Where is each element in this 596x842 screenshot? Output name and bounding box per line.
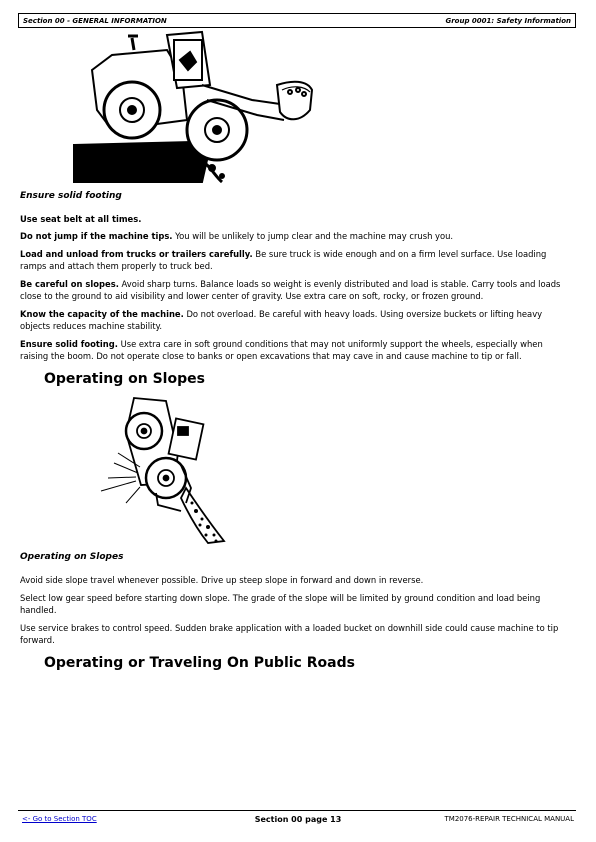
paragraph-solid-footing	[20, 339, 572, 362]
paragraph-lead: Use seat belt at all times.	[20, 214, 142, 224]
footer-manual-title: TM2076-REPAIR TECHNICAL MANUAL	[444, 815, 574, 823]
paragraph-lead: Be careful on slopes.	[20, 279, 119, 289]
paragraph-lead: Know the capacity of the machine.	[20, 309, 184, 319]
figure-caption-footing: Ensure solid footing	[20, 191, 122, 201]
paragraph-lead: Ensure solid footing.	[20, 339, 118, 349]
paragraph-do-not-jump	[20, 231, 572, 243]
paragraph-body: Use extra care in soft ground conditions that may not uniformly support the wheels, especially when raising the boom. Do not operate close to banks or open excavations that may cave in and cause machine to tip or fall.	[20, 339, 543, 361]
slope-paragraph-1: Avoid side slope travel whenever possible. Drive up steep slope in forward and down in reverse.	[20, 575, 424, 585]
paragraph-body: Do not overload. Be careful with heavy loads. Using oversize buckets or lifting heavy objects reduces machine stability.	[20, 309, 543, 331]
paragraph-body: Avoid sharp turns. Balance loads so weight is evenly distributed and load is stable. Carry tools and loads close to the ground to aid visibility and lower center of gravity. Use extra care on soft, rocky, or frozen ground.	[20, 279, 561, 301]
loader-tipping-illustration	[72, 30, 322, 185]
footer-page-number: Section 00 page 13	[254, 815, 342, 824]
slope-paragraph-2: Select low gear speed before starting down slope. The grade of the slope will be limited by ground condition and load being handled.	[20, 593, 541, 615]
paragraph-capacity	[20, 309, 572, 332]
paragraph-body: You will be unlikely to jump clear and the machine may crush you.	[172, 231, 454, 241]
go-to-section-toc-link[interactable]: <- Go to Section TOC	[22, 815, 97, 823]
page-header	[18, 13, 576, 28]
slope-paragraph-3: Use service brakes to control speed. Sudden brake application with a loaded bucket on downhill side could cause machine to tip forward.	[20, 623, 559, 645]
heading-public-roads: Operating or Traveling On Public Roads	[44, 655, 355, 671]
paragraph-body: Be sure truck is wide enough and on a firm level surface. Use loading ramps and attach them properly to truck bed.	[20, 249, 547, 271]
footer-divider	[18, 810, 576, 811]
paragraph-load-unload	[20, 249, 572, 272]
paragraph-lead: Do not jump if the machine tips.	[20, 231, 173, 241]
heading-operating-on-slopes: Operating on Slopes	[44, 371, 205, 387]
header-section: Section 00 - GENERAL INFORMATION	[23, 16, 167, 25]
figure-caption-slopes: Operating on Slopes	[20, 552, 124, 562]
paragraph-lead: Load and unload from trucks or trailers carefully.	[20, 249, 253, 259]
paragraph-seat-belt	[20, 214, 572, 226]
loader-on-slope-illustration	[96, 393, 231, 545]
paragraph-slopes-careful	[20, 279, 572, 302]
header-group: Group 0001: Safety Information	[445, 16, 571, 25]
